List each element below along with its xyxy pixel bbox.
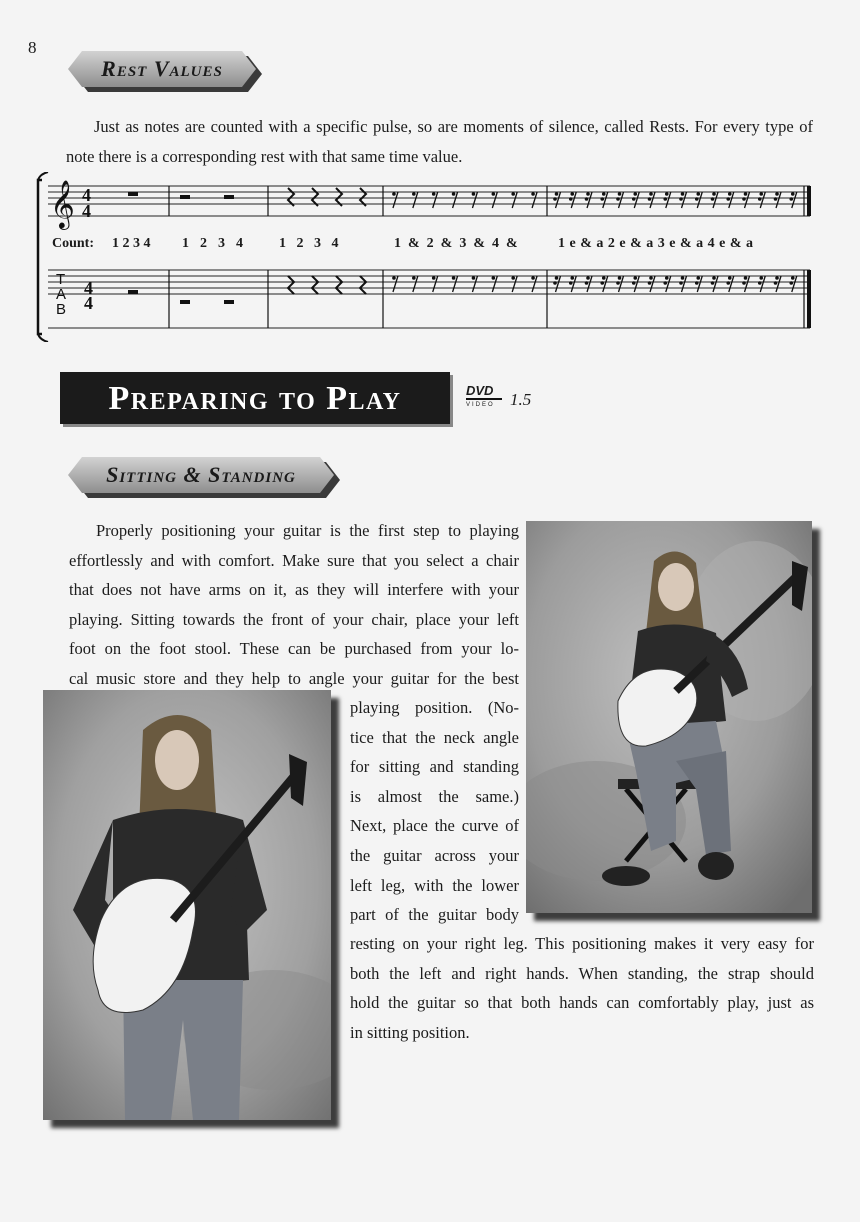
sitting-paragraph-bottom: resting on your right leg. This positioning makes it very easy for both the left and right hands. When standing, the strap should hold the guitar so that both hands can comfortably play, just as in sitting position. bbox=[350, 934, 814, 1042]
rest-flag bbox=[452, 192, 456, 196]
rest-flag bbox=[649, 192, 653, 196]
count-measure-4: 1 & 2 & 3 & 4 & bbox=[394, 236, 518, 251]
tab-letter-a: A bbox=[56, 286, 67, 303]
dvd-logo: DVD bbox=[466, 383, 494, 398]
rest-flag bbox=[555, 276, 559, 280]
rest-flag bbox=[695, 281, 699, 285]
rest-flag bbox=[663, 197, 667, 201]
rest-flag bbox=[744, 192, 748, 196]
rest-flag bbox=[472, 276, 476, 280]
rest-flag bbox=[570, 276, 574, 280]
tab-letter-b: B bbox=[56, 301, 67, 318]
rest-flag bbox=[633, 276, 637, 280]
rest-flag bbox=[758, 281, 762, 285]
rest-flag bbox=[616, 281, 620, 285]
count-measure-2: 1 2 3 4 bbox=[182, 236, 243, 251]
time-sig-top: 4 bbox=[82, 185, 91, 205]
rest-flag bbox=[774, 281, 778, 285]
sitting-standing-heading: Sitting & Standing bbox=[106, 462, 296, 487]
rest-flag bbox=[711, 197, 715, 201]
rest-values-paragraph: Just as notes are counted with a specific pulse, so are moments of silence, called Rests. For every type of note there is a corresponding rest with that same time value. bbox=[66, 117, 813, 166]
rest-flag bbox=[742, 281, 746, 285]
rest-flag bbox=[570, 192, 574, 196]
sitting-standing-banner bbox=[68, 457, 334, 493]
rest-notation bbox=[30, 172, 830, 342]
rest-flag bbox=[759, 192, 763, 196]
dvd-icon bbox=[466, 385, 502, 408]
eighth-rests bbox=[392, 192, 537, 208]
rest-flag bbox=[531, 276, 535, 280]
rest-flag bbox=[728, 276, 732, 280]
rest-flag bbox=[742, 197, 746, 201]
svg-text:4: 4 bbox=[84, 293, 93, 313]
count-measure-1: 1 2 3 4 bbox=[112, 236, 151, 251]
rest-flag bbox=[616, 197, 620, 201]
rest-flag bbox=[618, 192, 622, 196]
rest-flag bbox=[665, 276, 669, 280]
rest-flag bbox=[774, 197, 778, 201]
rest-flag bbox=[492, 276, 496, 280]
rest-flag bbox=[791, 276, 795, 280]
rest-flag bbox=[432, 192, 436, 196]
rest-flag bbox=[569, 197, 573, 201]
rest-flag bbox=[412, 276, 416, 280]
dvd-video-label: VIDEO bbox=[466, 402, 495, 408]
whole-rest bbox=[128, 192, 138, 196]
half-rest bbox=[224, 195, 234, 199]
treble-clef-icon: 𝄞 bbox=[50, 179, 75, 228]
rest-flag bbox=[758, 197, 762, 201]
rest-flag bbox=[392, 276, 396, 280]
rest-flag bbox=[775, 192, 779, 196]
tab-letter-t: T bbox=[56, 271, 66, 288]
rest-flag bbox=[712, 276, 716, 280]
preparing-to-play-title bbox=[60, 372, 450, 424]
rest-flag bbox=[452, 276, 456, 280]
rest-flag bbox=[633, 192, 637, 196]
rest-flag bbox=[632, 281, 636, 285]
notation-svg bbox=[30, 172, 830, 342]
rest-flag bbox=[472, 192, 476, 196]
rest-flag bbox=[600, 281, 604, 285]
quarter-rests bbox=[288, 188, 366, 206]
rest-flag bbox=[586, 192, 590, 196]
rest-flag bbox=[432, 276, 436, 280]
rest-flag bbox=[531, 192, 535, 196]
count-label: Count: bbox=[52, 236, 95, 251]
rest-flag bbox=[492, 192, 496, 196]
rest-flag bbox=[726, 281, 730, 285]
svg-text:4: 4 bbox=[84, 278, 93, 298]
rest-flag bbox=[775, 276, 779, 280]
count-measure-3: 1 2 3 4 bbox=[279, 236, 339, 251]
system-bracket bbox=[38, 180, 42, 334]
rest-flag bbox=[726, 197, 730, 201]
rest-flag bbox=[791, 192, 795, 196]
rest-flag bbox=[679, 281, 683, 285]
count-measure-5: 1 e & a 2 e & a 3 e & a 4 e & a bbox=[558, 236, 754, 251]
sitting-paragraph-top: Properly positioning your guitar is the first step to playing effortlessly and with comfort. Make sure that you select a chair that does not have arms on it, as they will interfere with your playing. Sitting towards the front of your chair, place your left foot on the foot stool. These can be purchased from your lo- cal music store and they help to angle your guitar for the best bbox=[69, 521, 519, 688]
rest-flag bbox=[744, 276, 748, 280]
rest-flag bbox=[649, 276, 653, 280]
rest-flag bbox=[632, 197, 636, 201]
rest-flag bbox=[511, 276, 515, 280]
rest-flag bbox=[585, 197, 589, 201]
standard-staff bbox=[48, 186, 810, 216]
rest-flag bbox=[712, 192, 716, 196]
rest-flag bbox=[602, 192, 606, 196]
rest-flag bbox=[728, 192, 732, 196]
rest-flag bbox=[695, 197, 699, 201]
rest-flag bbox=[681, 192, 685, 196]
rest-flag bbox=[555, 192, 559, 196]
rest-values-banner bbox=[68, 51, 256, 87]
rest-flag bbox=[511, 192, 515, 196]
rest-flag bbox=[586, 276, 590, 280]
time-sig-bottom: 4 bbox=[82, 201, 91, 221]
dvd-section-number: 1.5 bbox=[510, 390, 532, 409]
rest-flag bbox=[585, 281, 589, 285]
rest-flag bbox=[696, 276, 700, 280]
rest-flag bbox=[759, 276, 763, 280]
rest-flag bbox=[618, 276, 622, 280]
rest-flag bbox=[696, 192, 700, 196]
rest-flag bbox=[681, 276, 685, 280]
sitting-paragraph-middle: playing position. (No- tice that the neck angle for sitting and standing is almost the same.) Next, place the curve of the guitar across your left leg, with the lower part of the guitar body bbox=[350, 698, 519, 925]
standing-guitarist-photo bbox=[43, 690, 331, 1120]
rest-flag bbox=[648, 281, 652, 285]
page-number: 8 bbox=[28, 38, 37, 57]
rest-flag bbox=[711, 281, 715, 285]
tab-staff bbox=[48, 270, 810, 328]
preparing-title-text: Preparing to Play bbox=[108, 380, 402, 417]
rest-flag bbox=[663, 281, 667, 285]
rest-flag bbox=[679, 197, 683, 201]
rest-flag bbox=[665, 192, 669, 196]
half-rest bbox=[180, 195, 190, 199]
rest-flag bbox=[789, 197, 793, 201]
rest-flag bbox=[648, 197, 652, 201]
rest-flag bbox=[412, 192, 416, 196]
rest-flag bbox=[569, 281, 573, 285]
rest-flag bbox=[553, 281, 557, 285]
rest-flag bbox=[789, 281, 793, 285]
sixteenth-rests bbox=[553, 192, 797, 208]
rest-values-heading: Rest Values bbox=[101, 56, 223, 81]
rest-flag bbox=[392, 192, 396, 196]
rest-flag bbox=[553, 197, 557, 201]
rest-flag bbox=[602, 276, 606, 280]
sitting-guitarist-photo bbox=[526, 521, 812, 913]
rest-flag bbox=[600, 197, 604, 201]
